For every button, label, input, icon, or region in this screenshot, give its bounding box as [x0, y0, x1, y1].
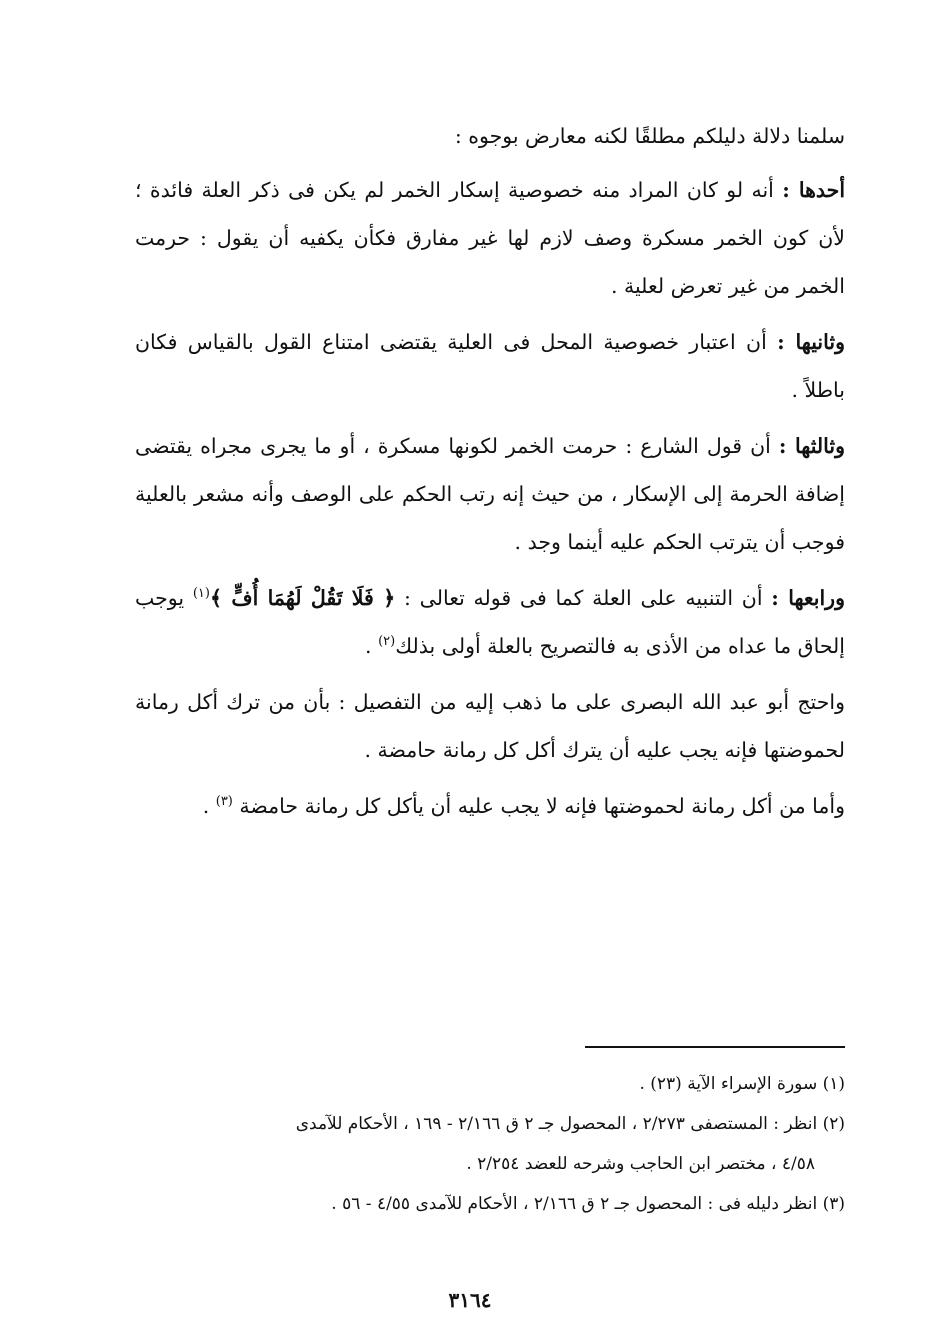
paragraph-lead: ورابعها : — [771, 586, 845, 610]
paragraph-text: أن التنبيه على العلة كما فى قوله تعالى : — [395, 586, 772, 610]
footnote-1: (١) سورة الإسراء الآية (٢٣) . — [639, 1074, 845, 1094]
footnote-ref: (١) — [192, 586, 210, 602]
footnote-3: (٣) انظر دليله فى : المحصول جـ ٢ ق ٢/١٦٦ ، الأحكام للآمدى ٤/٥٥ - ٥٦ . — [331, 1194, 845, 1214]
paragraph-text: يوجب إلحاق ما عداه من الأذى به فالتصريح بالعلة أولى بذلك — [135, 586, 845, 658]
paragraph-second — [135, 318, 845, 414]
paragraph-first — [135, 166, 845, 310]
paragraph-lead: وثانيها : — [777, 330, 845, 354]
paragraph-text: أنه لو كان المراد منه خصوصية إسكار الخمر لم يكن فى ذكر العلة فائدة ؛ لأن كون الخمر مسكرة وصف لازم لها غير مفارق فكأن يكفيه أن يقول : حرمت الخمر من غير تعرض لعلية . — [135, 178, 845, 298]
intro-paragraph: سلمنا دلالة دليلكم مطلقًا لكنه معارض بوجوه : — [454, 124, 845, 148]
paragraph-text: أن قول الشارع : حرمت الخمر لكونها مسكرة ، أو ما يجرى مجراه يقتضى إضافة الحرمة إلى الإسكار ، من حيث إنه رتب الحكم على الوصف وأنه مشعر بالعلية فوجب أن يترتب الحكم عليه أينما وجد . — [135, 434, 845, 554]
paragraph-end: . — [202, 794, 216, 818]
paragraph-fourth — [135, 574, 845, 670]
paragraph-lead: وثالثها : — [778, 434, 845, 458]
paragraph-lead: أحدها : — [782, 178, 846, 202]
footnotes — [135, 1064, 845, 1224]
footnote-2-continued: ٤/٥٨ ، مختصر ابن الحاجب وشرحه للعضد ٢/٢٥٤ . — [466, 1154, 815, 1174]
paragraph-end: . — [365, 634, 379, 658]
paragraph-text: وأما من أكل رمانة لحموضتها فإنه لا يجب عليه أن يأكل كل رمانة حامضة — [239, 794, 845, 818]
page-number: ٣١٦٤ — [448, 1288, 492, 1312]
footnote-ref: (٢) — [378, 634, 396, 650]
footnote-ref: (٣) — [215, 794, 233, 810]
paragraph-fifth: واحتج أبو عبد الله البصرى على ما ذهب إليه من التفصيل : بأن من ترك أكل رمانة لحموضتها فإنه يجب عليه أن يترك أكل كل رمانة حامضة . — [135, 690, 845, 762]
paragraph-sixth — [135, 782, 845, 830]
paragraph-text: أن اعتبار خصوصية المحل فى العلية يقتضى امتناع القول بالقياس فكان باطلاً . — [135, 330, 845, 402]
main-text — [135, 112, 845, 838]
footnote-2: (٢) انظر : المستصفى ٢/٢٧٣ ، المحصول جـ ٢ ق ٢/١٦٦ - ١٦٩ ، الأحكام للآمدى — [295, 1114, 845, 1134]
quran-verse: ﴿ فَلَا تَقُلْ لَهُمَا أُفٍّ ﴾ — [209, 586, 396, 610]
paragraph-third — [135, 422, 845, 566]
footnote-divider — [585, 1046, 845, 1048]
